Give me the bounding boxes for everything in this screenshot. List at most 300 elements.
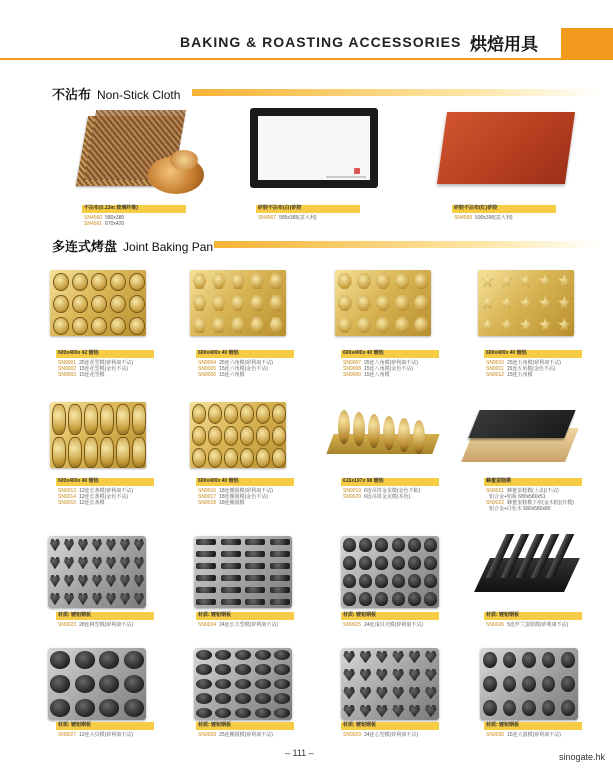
pan-cavity <box>376 687 387 700</box>
pan-cavity <box>338 317 352 333</box>
pan-cavity <box>360 651 371 664</box>
pan-cavity <box>357 295 371 311</box>
product-spec: 24连长方型模(矽利康不沾) <box>219 622 278 628</box>
pan-cavity <box>120 557 130 570</box>
header-title-cn: 烘焙用具 <box>470 35 538 54</box>
product-image-dark-pan <box>480 648 578 720</box>
product-spec: 铝合金+铝板 680x580x51 <box>489 494 546 500</box>
pan-cavity <box>240 448 255 468</box>
pan-cavity <box>392 538 405 552</box>
pan-cavity <box>272 448 287 468</box>
product-image-red-mat <box>437 112 575 184</box>
pan-cavity <box>395 273 409 289</box>
pan-cavity <box>343 669 354 682</box>
pan-cavity <box>500 317 514 333</box>
pan-cavity <box>72 317 88 335</box>
pan-cavity <box>270 551 290 557</box>
product-spec: 670x420 <box>105 221 125 227</box>
pan-cavity <box>124 651 144 668</box>
product-code: SN9012 <box>486 372 505 378</box>
product-desc <box>454 215 513 221</box>
pan-cavity <box>338 273 352 289</box>
pan-cavity <box>557 317 571 333</box>
desc-line <box>58 500 133 506</box>
pan-cavity <box>375 574 388 588</box>
product-code: SN4561 <box>84 221 103 227</box>
product-desc <box>198 732 273 738</box>
pan-cavity <box>99 699 119 716</box>
pan-cavity <box>231 273 245 289</box>
desc-line <box>198 622 278 628</box>
product-spec: 铝合金+白松木 680x580x80 <box>489 506 551 512</box>
pan-cavity <box>240 404 255 424</box>
header-title-en: BAKING & ROASTING ACCESSORIES <box>180 34 462 50</box>
product-spec: 15连六角模(金色不沾) <box>219 366 268 372</box>
pan-cavity <box>110 273 126 291</box>
pan-cavity <box>50 575 60 588</box>
pan-cavity <box>538 273 552 289</box>
pan-cavity <box>235 650 251 660</box>
desc-line <box>198 732 273 738</box>
product-desc <box>198 488 273 506</box>
product-image-gold-pan <box>190 402 286 468</box>
pan-cavity <box>376 273 390 289</box>
pan-cavity <box>245 563 265 569</box>
product-code: SN9022 <box>486 500 505 506</box>
pan-cavity <box>408 538 421 552</box>
pan-cavity <box>270 599 290 605</box>
product-code: SN9002 <box>58 366 77 372</box>
product-image-gold-pan <box>335 270 431 336</box>
pan-cavity <box>274 693 290 703</box>
pan-cavity <box>424 538 437 552</box>
product-spec: 12连大贝模(矽利康不沾) <box>79 732 133 738</box>
pan-cavity <box>99 675 119 692</box>
product-spec: 15连大圆模(矽利康不沾) <box>507 732 561 738</box>
product-desc <box>198 360 273 378</box>
pan-cavity <box>116 404 129 434</box>
pan-cavity <box>84 404 97 434</box>
pan-cavity <box>255 693 271 703</box>
pan-cavity <box>250 273 264 289</box>
product-label: 材质: 镀铝钢板 <box>198 722 232 728</box>
product-label-bar <box>56 350 154 358</box>
pan-cavity <box>245 551 265 557</box>
product-spec: 蜂蜜蛋糕模(上盖)(不沾) <box>507 488 559 494</box>
pan-cavity <box>212 273 226 289</box>
product-code: SN9028 <box>198 732 217 738</box>
product-desc <box>258 215 317 221</box>
product-desc <box>198 622 278 628</box>
pan-cavity <box>92 557 102 570</box>
pan-cavity <box>193 317 207 333</box>
pan-cavity <box>270 539 290 545</box>
pan-cavity <box>193 295 207 311</box>
pan-cavity <box>375 538 388 552</box>
pan-cavity <box>196 693 212 703</box>
pan-cavity <box>124 699 144 716</box>
pan-cavity <box>212 317 226 333</box>
product-label: 材质: 镀铝钢板 <box>486 612 520 618</box>
product-spec: 12连长条模(金色不沾) <box>79 494 128 500</box>
product-label-bar <box>196 722 294 730</box>
product-label: 600x400x 40 镀铝 <box>198 350 239 356</box>
pan-cavity <box>245 599 265 605</box>
pan-cavity <box>274 708 290 718</box>
pan-cavity <box>221 551 241 557</box>
pan-cavity <box>338 295 352 311</box>
pan-cavity <box>64 593 74 606</box>
pan-cavity <box>392 651 403 664</box>
product-code: SN9010 <box>486 360 505 366</box>
product-code: SN9026 <box>486 622 505 628</box>
pan-cavity <box>193 273 207 289</box>
desc-line <box>486 622 568 628</box>
product-image-honey-cake-mold <box>460 404 580 470</box>
pan-cavity <box>134 575 144 588</box>
pan-cavity <box>221 599 241 605</box>
product-spec: 15连八角模(金色不沾) <box>364 366 413 372</box>
pan-cavity <box>68 437 81 467</box>
pan-cavity <box>52 404 65 434</box>
pan-cavity <box>231 317 245 333</box>
pan-cavity <box>409 669 420 682</box>
pan-cavity <box>208 404 223 424</box>
pan-cavity <box>124 675 144 692</box>
product-spec: 25连六角模(矽利康不沾) <box>219 360 273 366</box>
pan-cavity <box>522 700 536 717</box>
product-image-mold-frame <box>330 404 436 466</box>
pan-cavity <box>424 574 437 588</box>
product-code: SN9020 <box>343 494 362 500</box>
product-spec: 585x385(意大利) <box>279 215 317 221</box>
pan-cavity <box>376 651 387 664</box>
pan-cavity <box>376 317 390 333</box>
product-label-bar <box>452 205 556 213</box>
pan-cavity <box>196 599 216 605</box>
pan-cavity <box>542 652 556 669</box>
pan-cavity <box>255 679 271 689</box>
pan-cavity <box>343 687 354 700</box>
pan-cavity <box>538 317 552 333</box>
product-label: 600x400x 42 镀铝 <box>58 350 99 356</box>
pan-cavity <box>483 700 497 717</box>
pan-cavity <box>92 575 102 588</box>
pan-cavity <box>561 676 575 693</box>
pan-cavity <box>120 575 130 588</box>
pan-cavity <box>50 699 70 716</box>
pan-cavity <box>100 437 113 467</box>
product-desc <box>486 488 574 512</box>
pan-cavity <box>425 651 436 664</box>
product-image-dark-pan <box>341 648 439 720</box>
pan-cavity <box>116 437 129 467</box>
pan-cavity <box>375 556 388 570</box>
product-spec: 15连花型模 <box>79 372 105 378</box>
pan-cavity <box>192 448 207 468</box>
pan-cavity <box>129 317 145 335</box>
pan-cavity <box>231 295 245 311</box>
product-label: 矽胶不沾布(白)矽胶 <box>258 205 302 211</box>
pan-cavity <box>395 295 409 311</box>
product-label: 600x400x 40 镀铝 <box>198 478 239 484</box>
pan-cavity <box>91 273 107 291</box>
pan-cavity <box>408 592 421 606</box>
product-code: SN9025 <box>343 622 362 628</box>
pan-cavity <box>106 575 116 588</box>
pan-cavity <box>376 705 387 718</box>
pan-cavity <box>503 700 517 717</box>
pan-cavity <box>134 539 144 552</box>
pan-cavity <box>542 676 556 693</box>
pan-cavity <box>53 273 69 291</box>
product-code: SN9013 <box>58 488 77 494</box>
product-code: SN9029 <box>343 732 362 738</box>
pan-cavity <box>270 563 290 569</box>
pan-cavity <box>255 650 271 660</box>
page-number: – 111 – <box>285 748 314 758</box>
product-image-gold-pan <box>50 270 146 336</box>
pan-cavity <box>106 557 116 570</box>
product-desc <box>58 732 133 738</box>
mold-cavity <box>353 412 365 446</box>
pan-cavity <box>409 687 420 700</box>
product-label-bar <box>56 612 154 620</box>
pan-cavity <box>425 705 436 718</box>
pan-cavity <box>235 693 251 703</box>
pan-cavity <box>500 295 514 311</box>
product-label-bar <box>341 722 439 730</box>
pan-cavity <box>196 575 216 581</box>
pan-cavity <box>245 587 265 593</box>
product-label: 615x197x 98 镀铝 <box>343 478 384 484</box>
pan-cavity <box>392 705 403 718</box>
product-spec: 25连八角模(矽利康不沾) <box>364 360 418 366</box>
product-code: SN9007 <box>343 360 362 366</box>
product-label: 600x400x 40 镀铝 <box>343 350 384 356</box>
product-code: SN9011 <box>486 366 504 372</box>
desc-line <box>486 732 561 738</box>
pan-cavity <box>221 575 241 581</box>
product-label-bar <box>341 478 439 486</box>
pan-cavity <box>50 539 60 552</box>
product-image-white-mat <box>250 108 378 188</box>
pan-cavity <box>392 687 403 700</box>
product-code: SN9014 <box>58 494 77 500</box>
pan-cavity <box>75 651 95 668</box>
pan-cavity <box>483 676 497 693</box>
pan-cavity <box>408 556 421 570</box>
desc-line <box>343 372 418 378</box>
pan-cavity <box>50 651 70 668</box>
product-label: 材质: 镀铝钢板 <box>343 722 377 728</box>
mold-cavity <box>383 416 395 450</box>
pan-cavity <box>359 574 372 588</box>
product-image-dark-pan <box>194 648 292 720</box>
pan-cavity <box>52 437 65 467</box>
pan-cavity <box>561 700 575 717</box>
product-label-bar <box>484 722 582 730</box>
desc-line <box>343 622 423 628</box>
pan-cavity <box>50 593 60 606</box>
pan-cavity <box>392 574 405 588</box>
pan-cavity <box>255 708 271 718</box>
section-cloth-cn: 不沾布 <box>52 87 92 102</box>
pan-cavity <box>91 317 107 335</box>
product-spec: 25连五角模(矽利康不沾) <box>507 360 561 366</box>
pan-cavity <box>99 651 119 668</box>
pan-cavity <box>215 708 231 718</box>
pan-cavity <box>272 426 287 446</box>
product-label: 600x400x 40 镀铝 <box>58 478 99 484</box>
pan-cavity <box>256 404 271 424</box>
product-code: SN9027 <box>58 732 77 738</box>
pan-cavity <box>408 574 421 588</box>
pan-cavity <box>557 273 571 289</box>
pan-cavity <box>245 575 265 581</box>
pan-cavity <box>215 693 231 703</box>
product-spec: 25连花型模(矽利康不沾) <box>79 360 133 366</box>
pan-cavity <box>256 426 271 446</box>
pan-cavity <box>357 317 371 333</box>
pan-cavity <box>481 295 495 311</box>
product-spec: 12连长条模 <box>79 500 105 506</box>
product-code: SN9004 <box>198 360 217 366</box>
pan-cavity <box>221 539 241 545</box>
mold-cavity <box>338 410 350 444</box>
header-rule <box>0 58 613 60</box>
pan-cavity <box>503 676 517 693</box>
pan-cavity <box>500 273 514 289</box>
product-desc <box>343 488 420 500</box>
pan-cavity <box>72 273 88 291</box>
section-pan-cn: 多连式烤盘 <box>52 239 118 254</box>
pan-cavity <box>53 295 69 313</box>
product-spec: 15连八角模 <box>364 372 390 378</box>
pan-cavity <box>75 699 95 716</box>
pan-cavity <box>78 575 88 588</box>
pan-cavity <box>110 295 126 313</box>
pan-cavity <box>245 539 265 545</box>
product-image-dark-pan <box>48 648 146 720</box>
product-image-roll-mold <box>478 530 578 602</box>
pan-cavity <box>409 651 420 664</box>
pan-cavity <box>522 652 536 669</box>
pan-cavity <box>269 273 283 289</box>
page-header <box>0 24 613 60</box>
pan-cavity <box>221 563 241 569</box>
product-desc <box>343 732 418 738</box>
pan-cavity <box>272 404 287 424</box>
pan-cavity <box>110 317 126 335</box>
product-spec: 5连罗兰蛋糕模(矽利康不沾) <box>507 622 569 628</box>
section-cloth-en: Non-Stick Cloth <box>97 88 181 102</box>
product-image-gold-pan <box>190 270 286 336</box>
product-image-dark-pan <box>194 536 292 608</box>
product-spec: 24连浅贝壳模(矽利康不沾) <box>364 622 423 628</box>
pan-cavity <box>120 593 130 606</box>
product-label: 600x400x 40 镀铝 <box>486 350 527 356</box>
pan-cavity <box>50 557 60 570</box>
product-code: SN4560 <box>84 215 103 221</box>
product-desc <box>58 622 133 628</box>
pan-cavity <box>343 574 356 588</box>
pan-cavity <box>134 557 144 570</box>
pan-cavity <box>134 593 144 606</box>
mold-cavity <box>398 418 410 452</box>
pan-cavity <box>274 679 290 689</box>
product-label-bar <box>484 350 582 358</box>
pan-cavity <box>392 669 403 682</box>
pan-cavity <box>376 669 387 682</box>
pan-cavity <box>72 295 88 313</box>
product-code: SN9018 <box>198 500 217 506</box>
product-spec: 12连长条模(矽利康不沾) <box>79 488 133 494</box>
header-accent-block <box>561 28 613 58</box>
product-label: 材质: 镀铝钢板 <box>343 612 377 618</box>
pan-cavity <box>519 295 533 311</box>
pan-cavity <box>270 587 290 593</box>
pan-cavity <box>196 563 216 569</box>
product-code: SN4568 <box>454 215 473 221</box>
pan-cavity <box>84 437 97 467</box>
pan-cavity <box>196 650 212 660</box>
desc-line <box>343 494 420 500</box>
pan-cavity <box>91 295 107 313</box>
pan-cavity <box>240 426 255 446</box>
pan-cavity <box>106 539 116 552</box>
pan-cavity <box>78 557 88 570</box>
pan-cavity <box>196 551 216 557</box>
product-code: SN9003 <box>58 372 77 378</box>
pan-cavity <box>221 587 241 593</box>
product-desc <box>84 215 124 227</box>
pan-cavity <box>68 404 81 434</box>
pan-cavity <box>129 295 145 313</box>
pan-cavity <box>50 675 70 692</box>
product-spec: 6连吊饼金龙模(本色) <box>364 494 411 500</box>
product-code: SN9005 <box>198 366 217 372</box>
pan-cavity <box>215 664 231 674</box>
pan-cavity <box>224 426 239 446</box>
product-spec: 28连桃型模(矽利康不沾) <box>79 622 133 628</box>
pan-cavity <box>376 295 390 311</box>
product-code: SN4567 <box>258 215 277 221</box>
pan-cavity <box>208 448 223 468</box>
pan-cavity <box>256 448 271 468</box>
desc-line <box>58 372 133 378</box>
pan-cavity <box>192 404 207 424</box>
pan-cavity <box>269 317 283 333</box>
pan-cavity <box>235 679 251 689</box>
desc-line <box>198 372 273 378</box>
product-image-dark-pan <box>341 536 439 608</box>
pan-cavity <box>208 426 223 446</box>
desc-line <box>454 215 513 221</box>
product-desc <box>58 488 133 506</box>
desc-line <box>58 732 133 738</box>
pan-cavity <box>270 575 290 581</box>
product-desc <box>486 622 568 628</box>
pan-cavity <box>343 651 354 664</box>
pan-cavity <box>196 587 216 593</box>
pan-cavity <box>357 273 371 289</box>
product-label: 不沾布(0.13m 玻璃纤维) <box>84 205 138 211</box>
product-image-dark-pan <box>48 536 146 608</box>
pan-cavity <box>481 273 495 289</box>
desc-line <box>198 500 273 506</box>
pan-cavity <box>250 295 264 311</box>
